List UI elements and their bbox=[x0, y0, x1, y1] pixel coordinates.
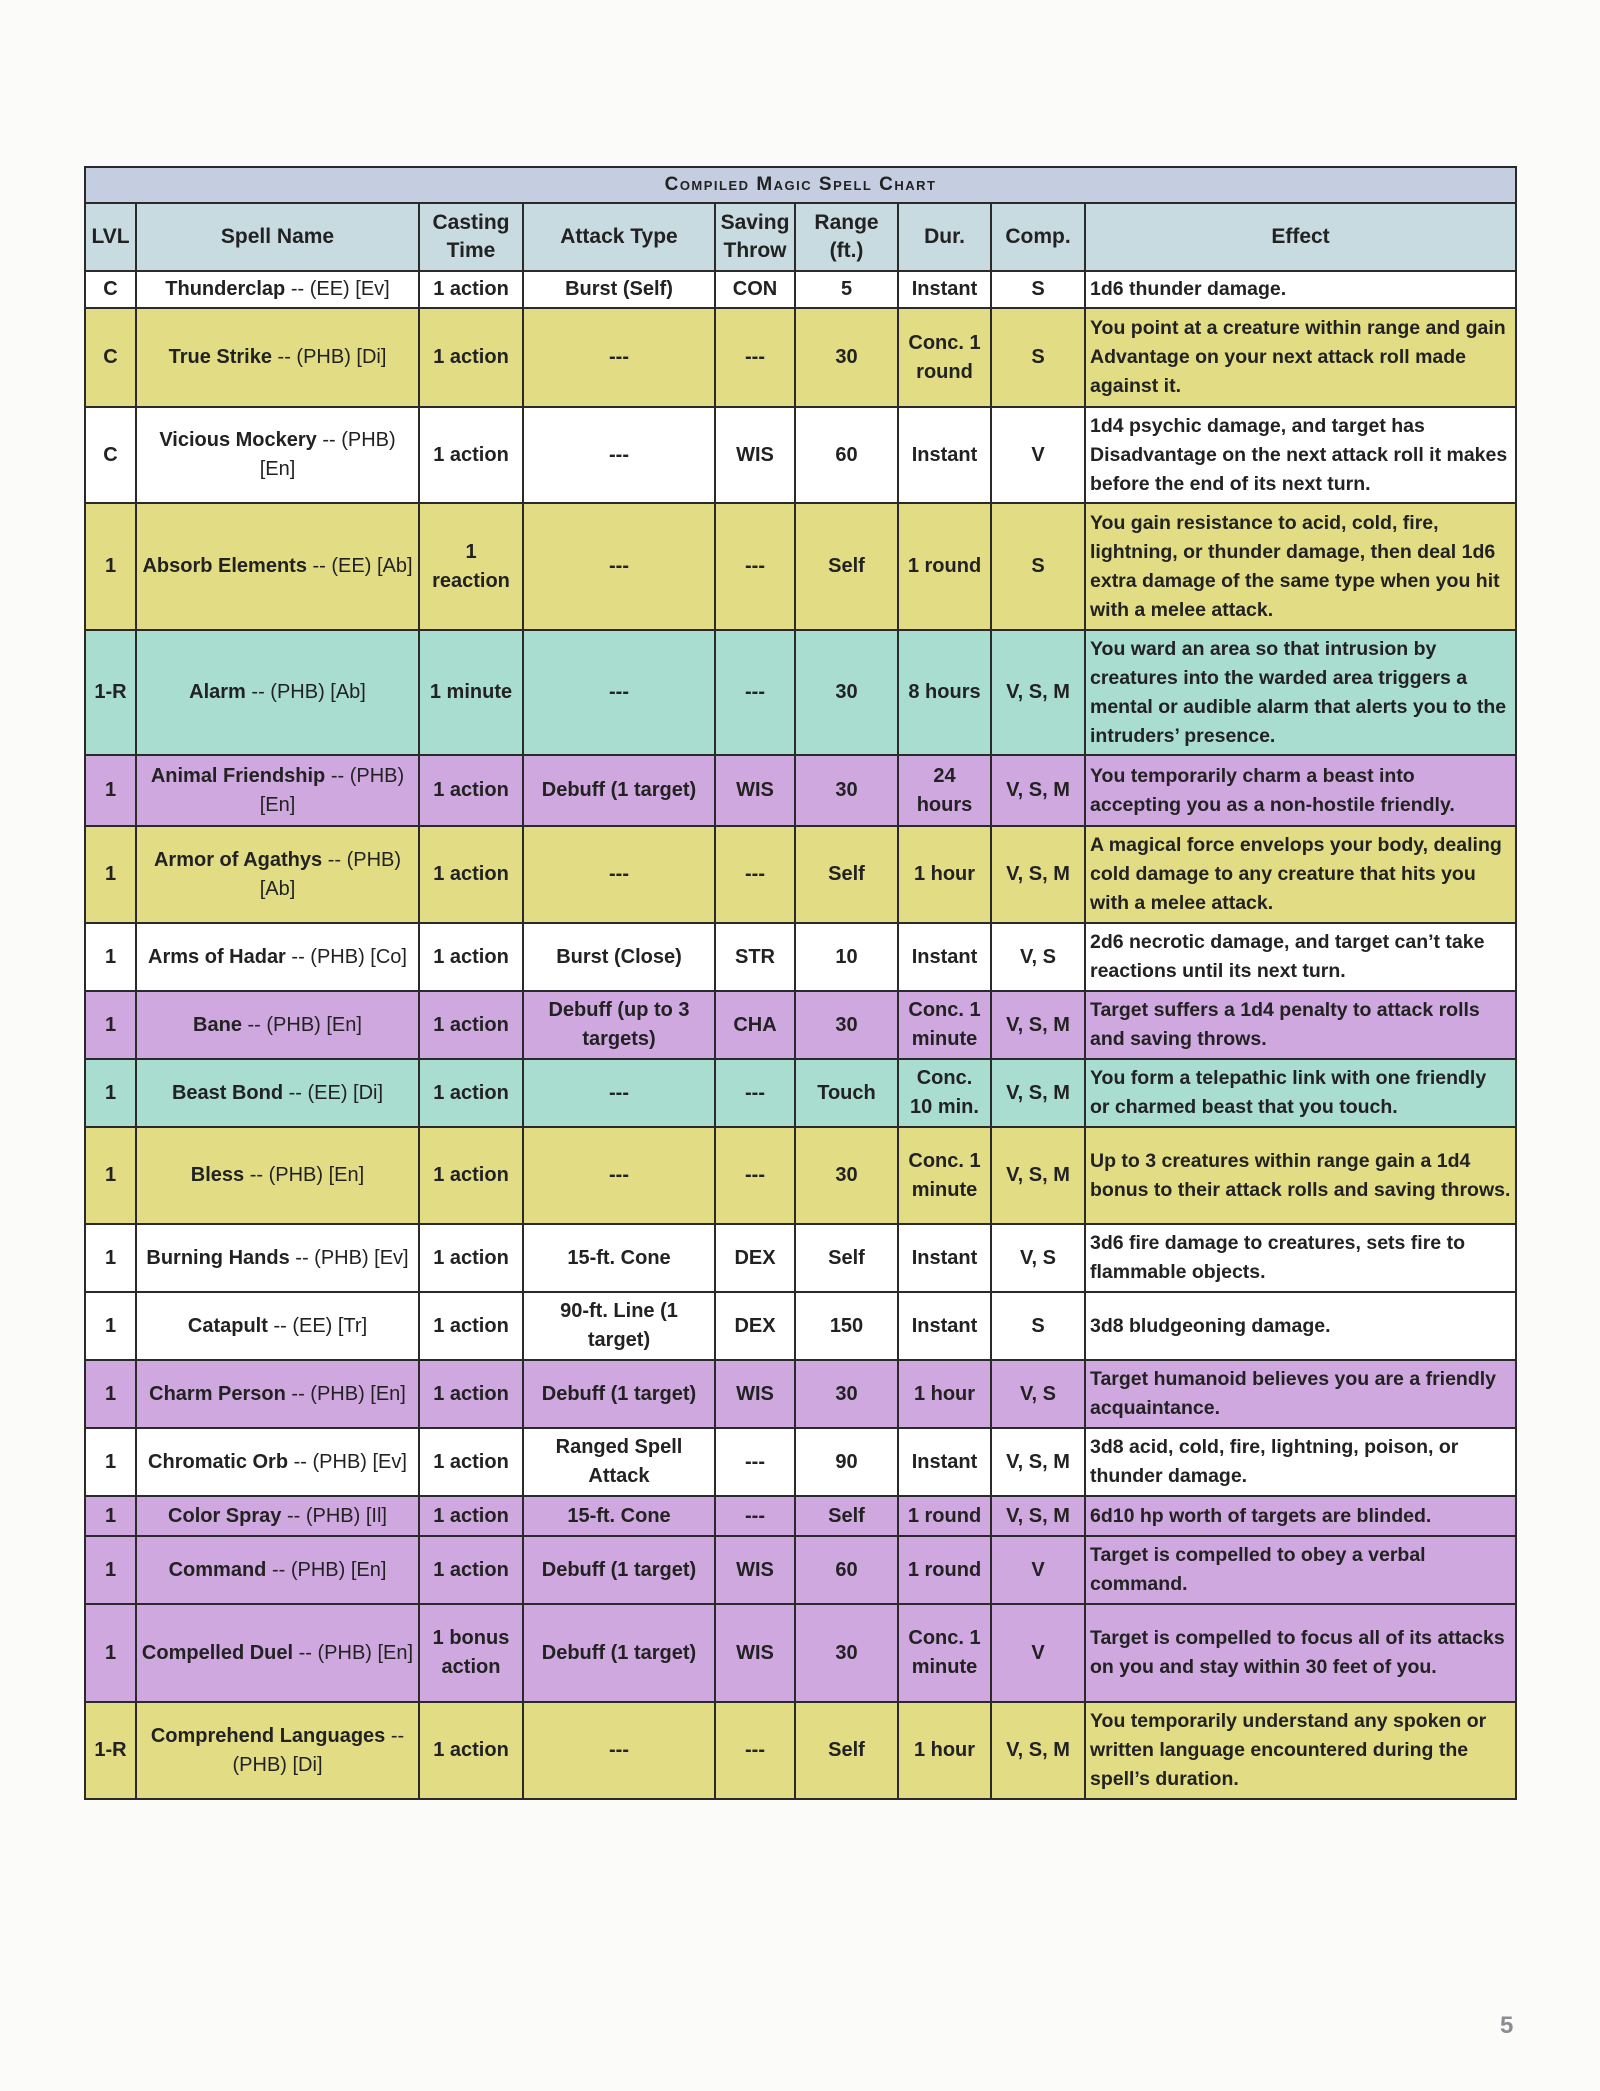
cell-duration: 1 hour bbox=[898, 826, 991, 923]
spell-title: Color Spray bbox=[168, 1504, 282, 1527]
cell-duration: Instant bbox=[898, 1224, 991, 1292]
cell-casting-time: 1 action bbox=[419, 308, 523, 407]
cell-duration: Instant bbox=[898, 923, 991, 991]
cell-range: 30 bbox=[795, 1360, 898, 1428]
cell-range: Self bbox=[795, 826, 898, 923]
spell-source: -- (PHB) [En] bbox=[291, 1382, 406, 1405]
spell-title: Arms of Hadar bbox=[148, 945, 286, 968]
cell-attack-type: Burst (Self) bbox=[523, 271, 715, 308]
cell-spell-name bbox=[136, 1536, 419, 1604]
cell-casting-time: 1 action bbox=[419, 1428, 523, 1496]
cell-effect: Up to 3 creatures within range gain a 1d4 bonus to their attack rolls and saving throws. bbox=[1085, 1127, 1516, 1224]
cell-attack-type: --- bbox=[523, 826, 715, 923]
cell-casting-time: 1 action bbox=[419, 1360, 523, 1428]
cell-spell-name bbox=[136, 1127, 419, 1224]
cell-effect: You gain resistance to acid, cold, fire, lightning, or thunder damage, then deal 1d6 extra damage of the same type when you hit with a melee attack. bbox=[1085, 503, 1516, 630]
cell-components: S bbox=[991, 1292, 1085, 1360]
cell-level: 1 bbox=[85, 923, 136, 991]
cell-spell-name bbox=[136, 1292, 419, 1360]
cell-range: 10 bbox=[795, 923, 898, 991]
cell-duration: 1 hour bbox=[898, 1360, 991, 1428]
cell-level: C bbox=[85, 308, 136, 407]
cell-range: Touch bbox=[795, 1059, 898, 1127]
cell-attack-type: --- bbox=[523, 1127, 715, 1224]
cell-casting-time: 1 action bbox=[419, 755, 523, 826]
cell-effect: You temporarily understand any spoken or written language encountered during the spell’s duration. bbox=[1085, 1702, 1516, 1799]
cell-duration: Instant bbox=[898, 407, 991, 503]
header-casting-time: Casting Time bbox=[419, 203, 523, 271]
cell-range: 30 bbox=[795, 991, 898, 1059]
table-row bbox=[85, 271, 1516, 308]
cell-saving-throw: STR bbox=[715, 923, 795, 991]
cell-saving-throw: --- bbox=[715, 1428, 795, 1496]
spell-title: Command bbox=[168, 1558, 267, 1581]
cell-range: 30 bbox=[795, 1127, 898, 1224]
table-header-row bbox=[85, 203, 1516, 271]
cell-range: Self bbox=[795, 1496, 898, 1536]
cell-casting-time: 1 reaction bbox=[419, 503, 523, 630]
cell-attack-type: Debuff (up to 3 targets) bbox=[523, 991, 715, 1059]
spell-source: -- (EE) [Tr] bbox=[273, 1314, 368, 1337]
cell-saving-throw: CHA bbox=[715, 991, 795, 1059]
spell-title: Compelled Duel bbox=[141, 1641, 294, 1664]
cell-effect: You ward an area so that intrusion by creatures into the warded area triggers a mental or audible alarm that alerts you to the intruders’ presence. bbox=[1085, 630, 1516, 755]
spell-source: -- (PHB) [En] bbox=[247, 1013, 362, 1036]
cell-range: 60 bbox=[795, 1536, 898, 1604]
cell-attack-type: --- bbox=[523, 308, 715, 407]
spell-chart-table bbox=[84, 166, 1517, 1800]
cell-duration: Instant bbox=[898, 1428, 991, 1496]
spell-source: -- (PHB) [Il] bbox=[286, 1504, 387, 1527]
cell-saving-throw: --- bbox=[715, 630, 795, 755]
spell-source: -- (PHB) [En] bbox=[259, 429, 396, 480]
table-row bbox=[85, 1360, 1516, 1428]
cell-effect: You point at a creature within range and gain Advantage on your next attack roll made against it. bbox=[1085, 308, 1516, 407]
table-row bbox=[85, 1604, 1516, 1702]
cell-attack-type: --- bbox=[523, 630, 715, 755]
cell-saving-throw: --- bbox=[715, 503, 795, 630]
cell-spell-name bbox=[136, 1059, 419, 1127]
spell-source: -- (PHB) [Ev] bbox=[293, 1450, 407, 1473]
cell-casting-time: 1 action bbox=[419, 1536, 523, 1604]
spell-title: Burning Hands bbox=[146, 1246, 290, 1269]
cell-components: V, S, M bbox=[991, 630, 1085, 755]
cell-casting-time: 1 action bbox=[419, 826, 523, 923]
cell-effect: Target humanoid believes you are a friendly acquaintance. bbox=[1085, 1360, 1516, 1428]
spell-title: True Strike bbox=[168, 346, 272, 368]
cell-level: 1 bbox=[85, 1059, 136, 1127]
spell-title: Beast Bond bbox=[171, 1081, 284, 1104]
cell-saving-throw: --- bbox=[715, 1059, 795, 1127]
cell-effect: Target suffers a 1d4 penalty to attack rolls and saving throws. bbox=[1085, 991, 1516, 1059]
table-row bbox=[85, 1224, 1516, 1292]
cell-effect: You temporarily charm a beast into accepting you as a non-hostile friendly. bbox=[1085, 755, 1516, 826]
cell-components: S bbox=[991, 308, 1085, 407]
cell-spell-name bbox=[136, 826, 419, 923]
cell-duration: 1 hour bbox=[898, 1702, 991, 1799]
cell-attack-type: Burst (Close) bbox=[523, 923, 715, 991]
cell-components: V, S bbox=[991, 1360, 1085, 1428]
spell-source: -- (PHB) [En] bbox=[298, 1641, 414, 1664]
table-row bbox=[85, 503, 1516, 630]
cell-saving-throw: WIS bbox=[715, 1604, 795, 1702]
table-body bbox=[85, 271, 1516, 1799]
spell-source: -- (PHB) [Di] bbox=[232, 1724, 405, 1776]
cell-saving-throw: --- bbox=[715, 1127, 795, 1224]
spell-title: Chromatic Orb bbox=[148, 1450, 289, 1473]
cell-spell-name bbox=[136, 1604, 419, 1702]
cell-level: 1 bbox=[85, 1428, 136, 1496]
cell-attack-type: 90-ft. Line (1 target) bbox=[523, 1292, 715, 1360]
cell-casting-time: 1 action bbox=[419, 1702, 523, 1799]
cell-saving-throw: --- bbox=[715, 1702, 795, 1799]
cell-saving-throw: CON bbox=[715, 271, 795, 308]
cell-components: V, S, M bbox=[991, 1702, 1085, 1799]
cell-saving-throw: DEX bbox=[715, 1292, 795, 1360]
cell-components: V bbox=[991, 1604, 1085, 1702]
cell-duration: 1 round bbox=[898, 503, 991, 630]
cell-level: 1 bbox=[85, 1127, 136, 1224]
cell-components: V bbox=[991, 1536, 1085, 1604]
cell-level: 1 bbox=[85, 755, 136, 826]
table-row bbox=[85, 1702, 1516, 1799]
cell-range: 60 bbox=[795, 407, 898, 503]
cell-spell-name bbox=[136, 755, 419, 826]
cell-level: 1 bbox=[85, 1496, 136, 1536]
cell-casting-time: 1 action bbox=[419, 407, 523, 503]
spell-source: -- (PHB) [Co] bbox=[291, 945, 407, 968]
cell-saving-throw: --- bbox=[715, 826, 795, 923]
cell-range: 30 bbox=[795, 630, 898, 755]
cell-effect: 3d8 acid, cold, fire, lightning, poison, or thunder damage. bbox=[1085, 1428, 1516, 1496]
cell-components: V, S bbox=[991, 1224, 1085, 1292]
header-spell-name: Spell Name bbox=[136, 203, 419, 271]
cell-saving-throw: WIS bbox=[715, 1536, 795, 1604]
cell-spell-name bbox=[136, 1496, 419, 1536]
table-row bbox=[85, 1059, 1516, 1127]
cell-attack-type: Debuff (1 target) bbox=[523, 755, 715, 826]
table-title-row bbox=[85, 167, 1516, 203]
spell-source: -- (PHB) [En] bbox=[271, 1558, 387, 1581]
cell-level: 1-R bbox=[85, 1702, 136, 1799]
cell-spell-name bbox=[136, 1360, 419, 1428]
cell-casting-time: 1 action bbox=[419, 1224, 523, 1292]
cell-components: V, S, M bbox=[991, 1127, 1085, 1224]
cell-attack-type: 15-ft. Cone bbox=[523, 1224, 715, 1292]
cell-duration: Conc. 10 min. bbox=[898, 1059, 991, 1127]
cell-level: 1 bbox=[85, 1292, 136, 1360]
cell-casting-time: 1 action bbox=[419, 1292, 523, 1360]
spell-title: Absorb Elements bbox=[142, 555, 307, 577]
cell-components: V, S, M bbox=[991, 1428, 1085, 1496]
header-duration: Dur. bbox=[898, 203, 991, 271]
header-saving-throw: Saving Throw bbox=[715, 203, 795, 271]
header-lvl: LVL bbox=[85, 203, 136, 271]
spell-title: Comprehend Languages bbox=[150, 1724, 386, 1747]
cell-components: V, S, M bbox=[991, 755, 1085, 826]
cell-attack-type: --- bbox=[523, 407, 715, 503]
spell-title: Animal Friendship bbox=[150, 764, 326, 787]
cell-effect: 3d8 bludgeoning damage. bbox=[1085, 1292, 1516, 1360]
cell-spell-name bbox=[136, 1224, 419, 1292]
cell-duration: 8 hours bbox=[898, 630, 991, 755]
spell-title: Thunderclap bbox=[165, 278, 286, 300]
cell-spell-name bbox=[136, 923, 419, 991]
cell-saving-throw: DEX bbox=[715, 1224, 795, 1292]
spell-title: Alarm bbox=[189, 681, 246, 703]
cell-level: C bbox=[85, 407, 136, 503]
spell-source: -- (EE) [Ab] bbox=[312, 555, 413, 577]
cell-duration: Conc. 1 minute bbox=[898, 1604, 991, 1702]
table-row bbox=[85, 1496, 1516, 1536]
cell-casting-time: 1 action bbox=[419, 1127, 523, 1224]
spell-source: -- (EE) [Di] bbox=[288, 1081, 384, 1104]
cell-attack-type: Debuff (1 target) bbox=[523, 1536, 715, 1604]
table-row bbox=[85, 308, 1516, 407]
cell-level: 1 bbox=[85, 826, 136, 923]
spell-title: Armor of Agathys bbox=[153, 848, 323, 871]
cell-duration: Conc. 1 round bbox=[898, 308, 991, 407]
cell-spell-name bbox=[136, 1428, 419, 1496]
cell-level: C bbox=[85, 271, 136, 308]
cell-casting-time: 1 action bbox=[419, 271, 523, 308]
spell-source: -- (PHB) [Ab] bbox=[251, 681, 366, 703]
cell-duration: 1 round bbox=[898, 1536, 991, 1604]
cell-attack-type: Debuff (1 target) bbox=[523, 1360, 715, 1428]
cell-level: 1 bbox=[85, 1224, 136, 1292]
cell-duration: Instant bbox=[898, 1292, 991, 1360]
table-row bbox=[85, 407, 1516, 503]
header-attack-type: Attack Type bbox=[523, 203, 715, 271]
cell-duration: Conc. 1 minute bbox=[898, 1127, 991, 1224]
cell-saving-throw: WIS bbox=[715, 407, 795, 503]
cell-effect: 6d10 hp worth of targets are blinded. bbox=[1085, 1496, 1516, 1536]
cell-components: V, S, M bbox=[991, 1496, 1085, 1536]
cell-level: 1 bbox=[85, 503, 136, 630]
table-row bbox=[85, 1536, 1516, 1604]
cell-saving-throw: --- bbox=[715, 308, 795, 407]
cell-range: 90 bbox=[795, 1428, 898, 1496]
cell-spell-name bbox=[136, 271, 419, 308]
cell-attack-type: Debuff (1 target) bbox=[523, 1604, 715, 1702]
cell-casting-time: 1 minute bbox=[419, 630, 523, 755]
cell-level: 1 bbox=[85, 1360, 136, 1428]
spell-source: -- (PHB) [Ab] bbox=[259, 848, 402, 900]
cell-effect: 1d4 psychic damage, and target has Disadvantage on the next attack roll it makes before the end of its next turn. bbox=[1085, 407, 1516, 503]
cell-casting-time: 1 action bbox=[419, 923, 523, 991]
cell-range: Self bbox=[795, 1702, 898, 1799]
table-row bbox=[85, 1428, 1516, 1496]
table-row bbox=[85, 1292, 1516, 1360]
cell-attack-type: 15-ft. Cone bbox=[523, 1496, 715, 1536]
cell-components: V, S, M bbox=[991, 826, 1085, 923]
cell-level: 1 bbox=[85, 991, 136, 1059]
spell-title: Bless bbox=[190, 1164, 245, 1186]
table-title: Compiled Magic Spell Chart bbox=[85, 167, 1516, 203]
cell-attack-type: Ranged Spell Attack bbox=[523, 1428, 715, 1496]
spell-source: -- (PHB) [En] bbox=[259, 764, 405, 816]
cell-components: V, S, M bbox=[991, 991, 1085, 1059]
spell-title: Catapult bbox=[187, 1314, 268, 1337]
cell-casting-time: 1 bonus action bbox=[419, 1604, 523, 1702]
cell-range: 5 bbox=[795, 271, 898, 308]
cell-effect: 2d6 necrotic damage, and target can’t take reactions until its next turn. bbox=[1085, 923, 1516, 991]
cell-casting-time: 1 action bbox=[419, 991, 523, 1059]
cell-effect: Target is compelled to obey a verbal command. bbox=[1085, 1536, 1516, 1604]
cell-range: 30 bbox=[795, 308, 898, 407]
spell-source: -- (PHB) [Di] bbox=[277, 346, 387, 368]
cell-components: V bbox=[991, 407, 1085, 503]
cell-components: S bbox=[991, 503, 1085, 630]
cell-effect: 1d6 thunder damage. bbox=[1085, 271, 1516, 308]
spell-source: -- (PHB) [En] bbox=[249, 1164, 365, 1186]
cell-effect: You form a telepathic link with one friendly or charmed beast that you touch. bbox=[1085, 1059, 1516, 1127]
cell-components: V, S, M bbox=[991, 1059, 1085, 1127]
cell-spell-name bbox=[136, 630, 419, 755]
header-range: Range (ft.) bbox=[795, 203, 898, 271]
table-row bbox=[85, 826, 1516, 923]
spell-title: Vicious Mockery bbox=[159, 429, 317, 451]
header-effect: Effect bbox=[1085, 203, 1516, 271]
cell-level: 1-R bbox=[85, 630, 136, 755]
cell-components: S bbox=[991, 271, 1085, 308]
cell-spell-name bbox=[136, 308, 419, 407]
cell-saving-throw: --- bbox=[715, 1496, 795, 1536]
cell-saving-throw: WIS bbox=[715, 1360, 795, 1428]
cell-spell-name bbox=[136, 991, 419, 1059]
cell-level: 1 bbox=[85, 1604, 136, 1702]
spell-title: Charm Person bbox=[149, 1382, 286, 1405]
table-row bbox=[85, 991, 1516, 1059]
table-row bbox=[85, 630, 1516, 755]
cell-effect: A magical force envelops your body, dealing cold damage to any creature that hits you with a melee attack. bbox=[1085, 826, 1516, 923]
cell-duration: Conc. 1 minute bbox=[898, 991, 991, 1059]
cell-level: 1 bbox=[85, 1536, 136, 1604]
table-row bbox=[85, 1127, 1516, 1224]
cell-range: 30 bbox=[795, 755, 898, 826]
cell-components: V, S bbox=[991, 923, 1085, 991]
cell-duration: 1 round bbox=[898, 1496, 991, 1536]
cell-range: Self bbox=[795, 1224, 898, 1292]
cell-spell-name bbox=[136, 503, 419, 630]
cell-range: 30 bbox=[795, 1604, 898, 1702]
spell-title: Bane bbox=[193, 1013, 242, 1036]
cell-effect: Target is compelled to focus all of its attacks on you and stay within 30 feet of you. bbox=[1085, 1604, 1516, 1702]
page-number: 5 bbox=[1500, 2012, 1514, 2039]
cell-spell-name bbox=[136, 407, 419, 503]
table-row bbox=[85, 755, 1516, 826]
table-row bbox=[85, 923, 1516, 991]
spell-source: -- (PHB) [Ev] bbox=[295, 1246, 409, 1269]
cell-casting-time: 1 action bbox=[419, 1496, 523, 1536]
cell-duration: Instant bbox=[898, 271, 991, 308]
cell-effect: 3d6 fire damage to creatures, sets fire to flammable objects. bbox=[1085, 1224, 1516, 1292]
cell-attack-type: --- bbox=[523, 1702, 715, 1799]
cell-casting-time: 1 action bbox=[419, 1059, 523, 1127]
cell-range: 150 bbox=[795, 1292, 898, 1360]
cell-attack-type: --- bbox=[523, 1059, 715, 1127]
cell-attack-type: --- bbox=[523, 503, 715, 630]
cell-duration: 24 hours bbox=[898, 755, 991, 826]
spell-source: -- (EE) [Ev] bbox=[290, 278, 390, 300]
cell-saving-throw: WIS bbox=[715, 755, 795, 826]
header-components: Comp. bbox=[991, 203, 1085, 271]
cell-spell-name bbox=[136, 1702, 419, 1799]
cell-range: Self bbox=[795, 503, 898, 630]
